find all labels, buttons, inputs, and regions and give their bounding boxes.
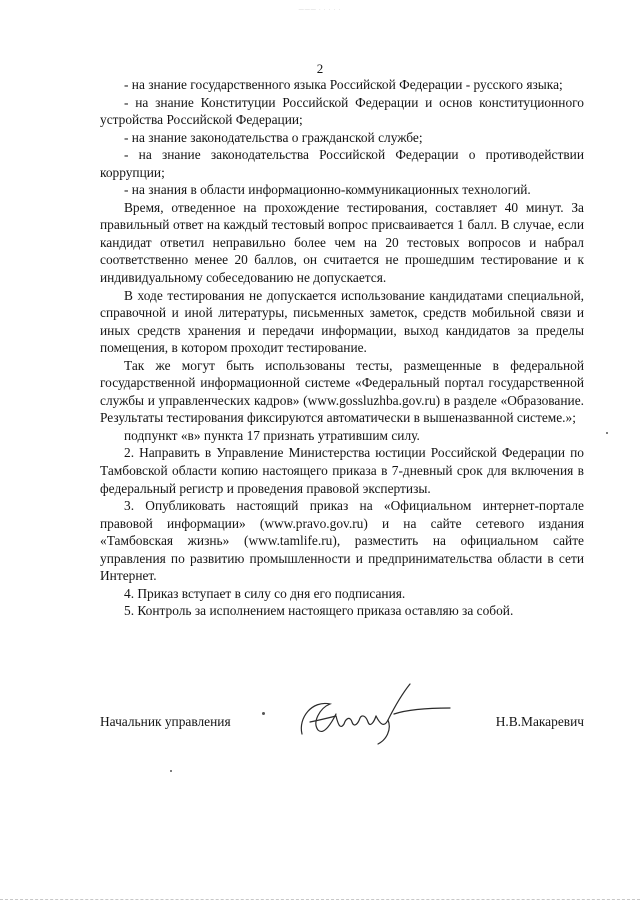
page-number: 2 [316, 61, 324, 76]
scan-speck [262, 712, 265, 715]
paragraph-test-rules: В ходе тестирования не допускается использование кандидатами специальной, справочной и иной литературы, письменных заметок, средств мобильной связи и иных средств хранения и передачи информации, выход кандидатов за пределы помещения, в котором проходит тестирование. [100, 287, 584, 356]
paragraph-item-5: 5. Контроль за исполнением настоящего приказа оставляю за собой. [124, 603, 514, 619]
paragraph-subitem-repeal: подпункт «в» пункта 17 признать утратившим силу. [124, 427, 420, 443]
signer-name: Н.В.Макаревич [495, 714, 584, 729]
scan-speck [606, 432, 608, 434]
paragraph-item-4: 4. Приказ вступает в силу со дня его подписания. [124, 585, 406, 601]
paragraph-test-duration: Время, отведенное на прохождение тестирования, составляет 40 минут. За правильный ответ на каждый тестовый вопрос присваивается 1 балл. В случае, если кандидат ответил неправильно более чем на 20 тестовых вопросов и набрал соответственно менее 20 баллов, он считается не прошедшим тестирование и к индивидуальному собеседованию не допускается. [100, 199, 584, 286]
list-item-anticorruption-law: - на знание законодательства Российской Федерации о противодействии коррупции; [100, 147, 584, 180]
scan-speck [170, 770, 172, 772]
scan-bottom-edge [0, 899, 640, 903]
list-item-ict-knowledge: - на знания в области информационно-коммуникационных технологий. [124, 182, 531, 198]
scan-header-mark: ——— · · · · · [298, 8, 342, 13]
list-item-civil-service-law: - на знание законодательства о гражданской службе; [124, 129, 423, 145]
handwritten-signature [290, 678, 460, 750]
list-item-constitution: - на знание Конституции Российской Федерации и основ конституционного устройства Российской Федерации; [100, 94, 584, 128]
position-title: Начальник управления [100, 714, 231, 729]
paragraph-federal-portal: Так же могут быть использованы тесты, размещенные в федеральной государственной информационной системе «Федеральный портал государственной службы и управленческих кадров» (www.gossluzhba.gov.ru) в разделе «Образование. Результаты тестирования фиксируются автоматически в вышеназванной системе.»; [100, 357, 584, 426]
paragraph-item-3: 3. Опубликовать настоящий приказ на «Официальном интернет-портале правовой информации» (www.pravo.gov.ru) и на сайте сетевого издания «Тамбовская жизнь» (www.tamlife.ru), разместить на официальном сайте управления по развитию промышленности и предпринимательства области в сети Интернет. [100, 498, 584, 584]
list-item-state-language: - на знание государственного языка Российской Федерации - русского языка; [124, 77, 563, 92]
paragraph-item-2: 2. Направить в Управление Министерства юстиции Российской Федерации по Тамбовской области копию настоящего приказа в 7-дневный срок для включения в федеральный регистр и проведения правовой экспертизы. [100, 445, 584, 496]
document-body [100, 76, 584, 620]
signature-block [100, 700, 584, 750]
